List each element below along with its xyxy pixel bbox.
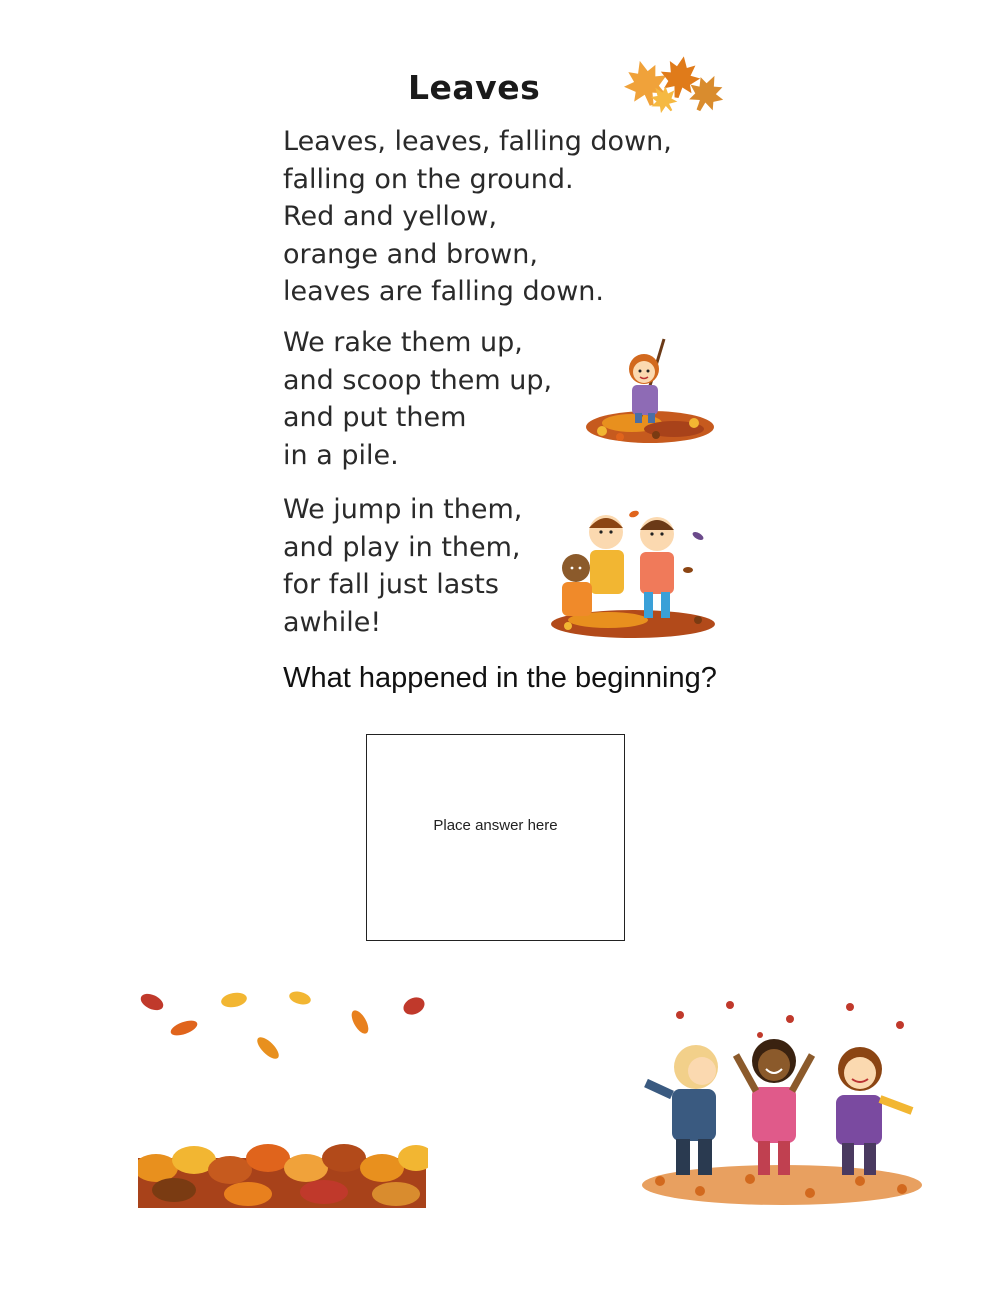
poem-line: and put them (283, 402, 467, 433)
leaf-icon (169, 1018, 199, 1039)
poem-stanza-1 (283, 123, 672, 311)
poem-line: in a pile. (283, 439, 399, 471)
leaf-icon (220, 991, 248, 1009)
poem-line: Red and yellow, (283, 201, 498, 232)
poem-line: and play in them, (283, 531, 521, 563)
poem-line: and scoop them up, (283, 364, 553, 396)
leaf-icon (401, 994, 428, 1018)
poem-line: We rake them up, (283, 327, 523, 358)
leaf-icon (348, 1008, 371, 1037)
poem-stanza-2 (283, 324, 552, 474)
leaf-icon (288, 990, 312, 1007)
kids-playing-in-leaves-image (640, 995, 925, 1205)
answer-placeholder: Place answer here (433, 817, 558, 834)
maple-leaves-icon (618, 54, 728, 116)
poem-line: awhile! (283, 606, 382, 638)
falling-leaves-border-image (138, 990, 428, 1208)
poem-line: for fall just lasts (283, 569, 499, 600)
poem-line: leaves are falling down. (283, 276, 604, 307)
poem-line: falling on the ground. (283, 163, 574, 195)
poem-line: Leaves, leaves, falling down, (283, 126, 672, 157)
poem-stanza-3 (283, 491, 522, 641)
leaf-icon (138, 991, 166, 1014)
answer-drop-box[interactable] (366, 734, 625, 941)
kids-in-leaf-pile-illustration (548, 500, 718, 640)
girl-raking-leaves-illustration (582, 335, 718, 447)
leaf-icon (254, 1034, 282, 1062)
poem-line: orange and brown, (283, 238, 538, 270)
question-prompt: What happened in the beginning? (283, 662, 717, 694)
poem-line: We jump in them, (283, 494, 523, 525)
poem-title: Leaves (408, 68, 541, 107)
